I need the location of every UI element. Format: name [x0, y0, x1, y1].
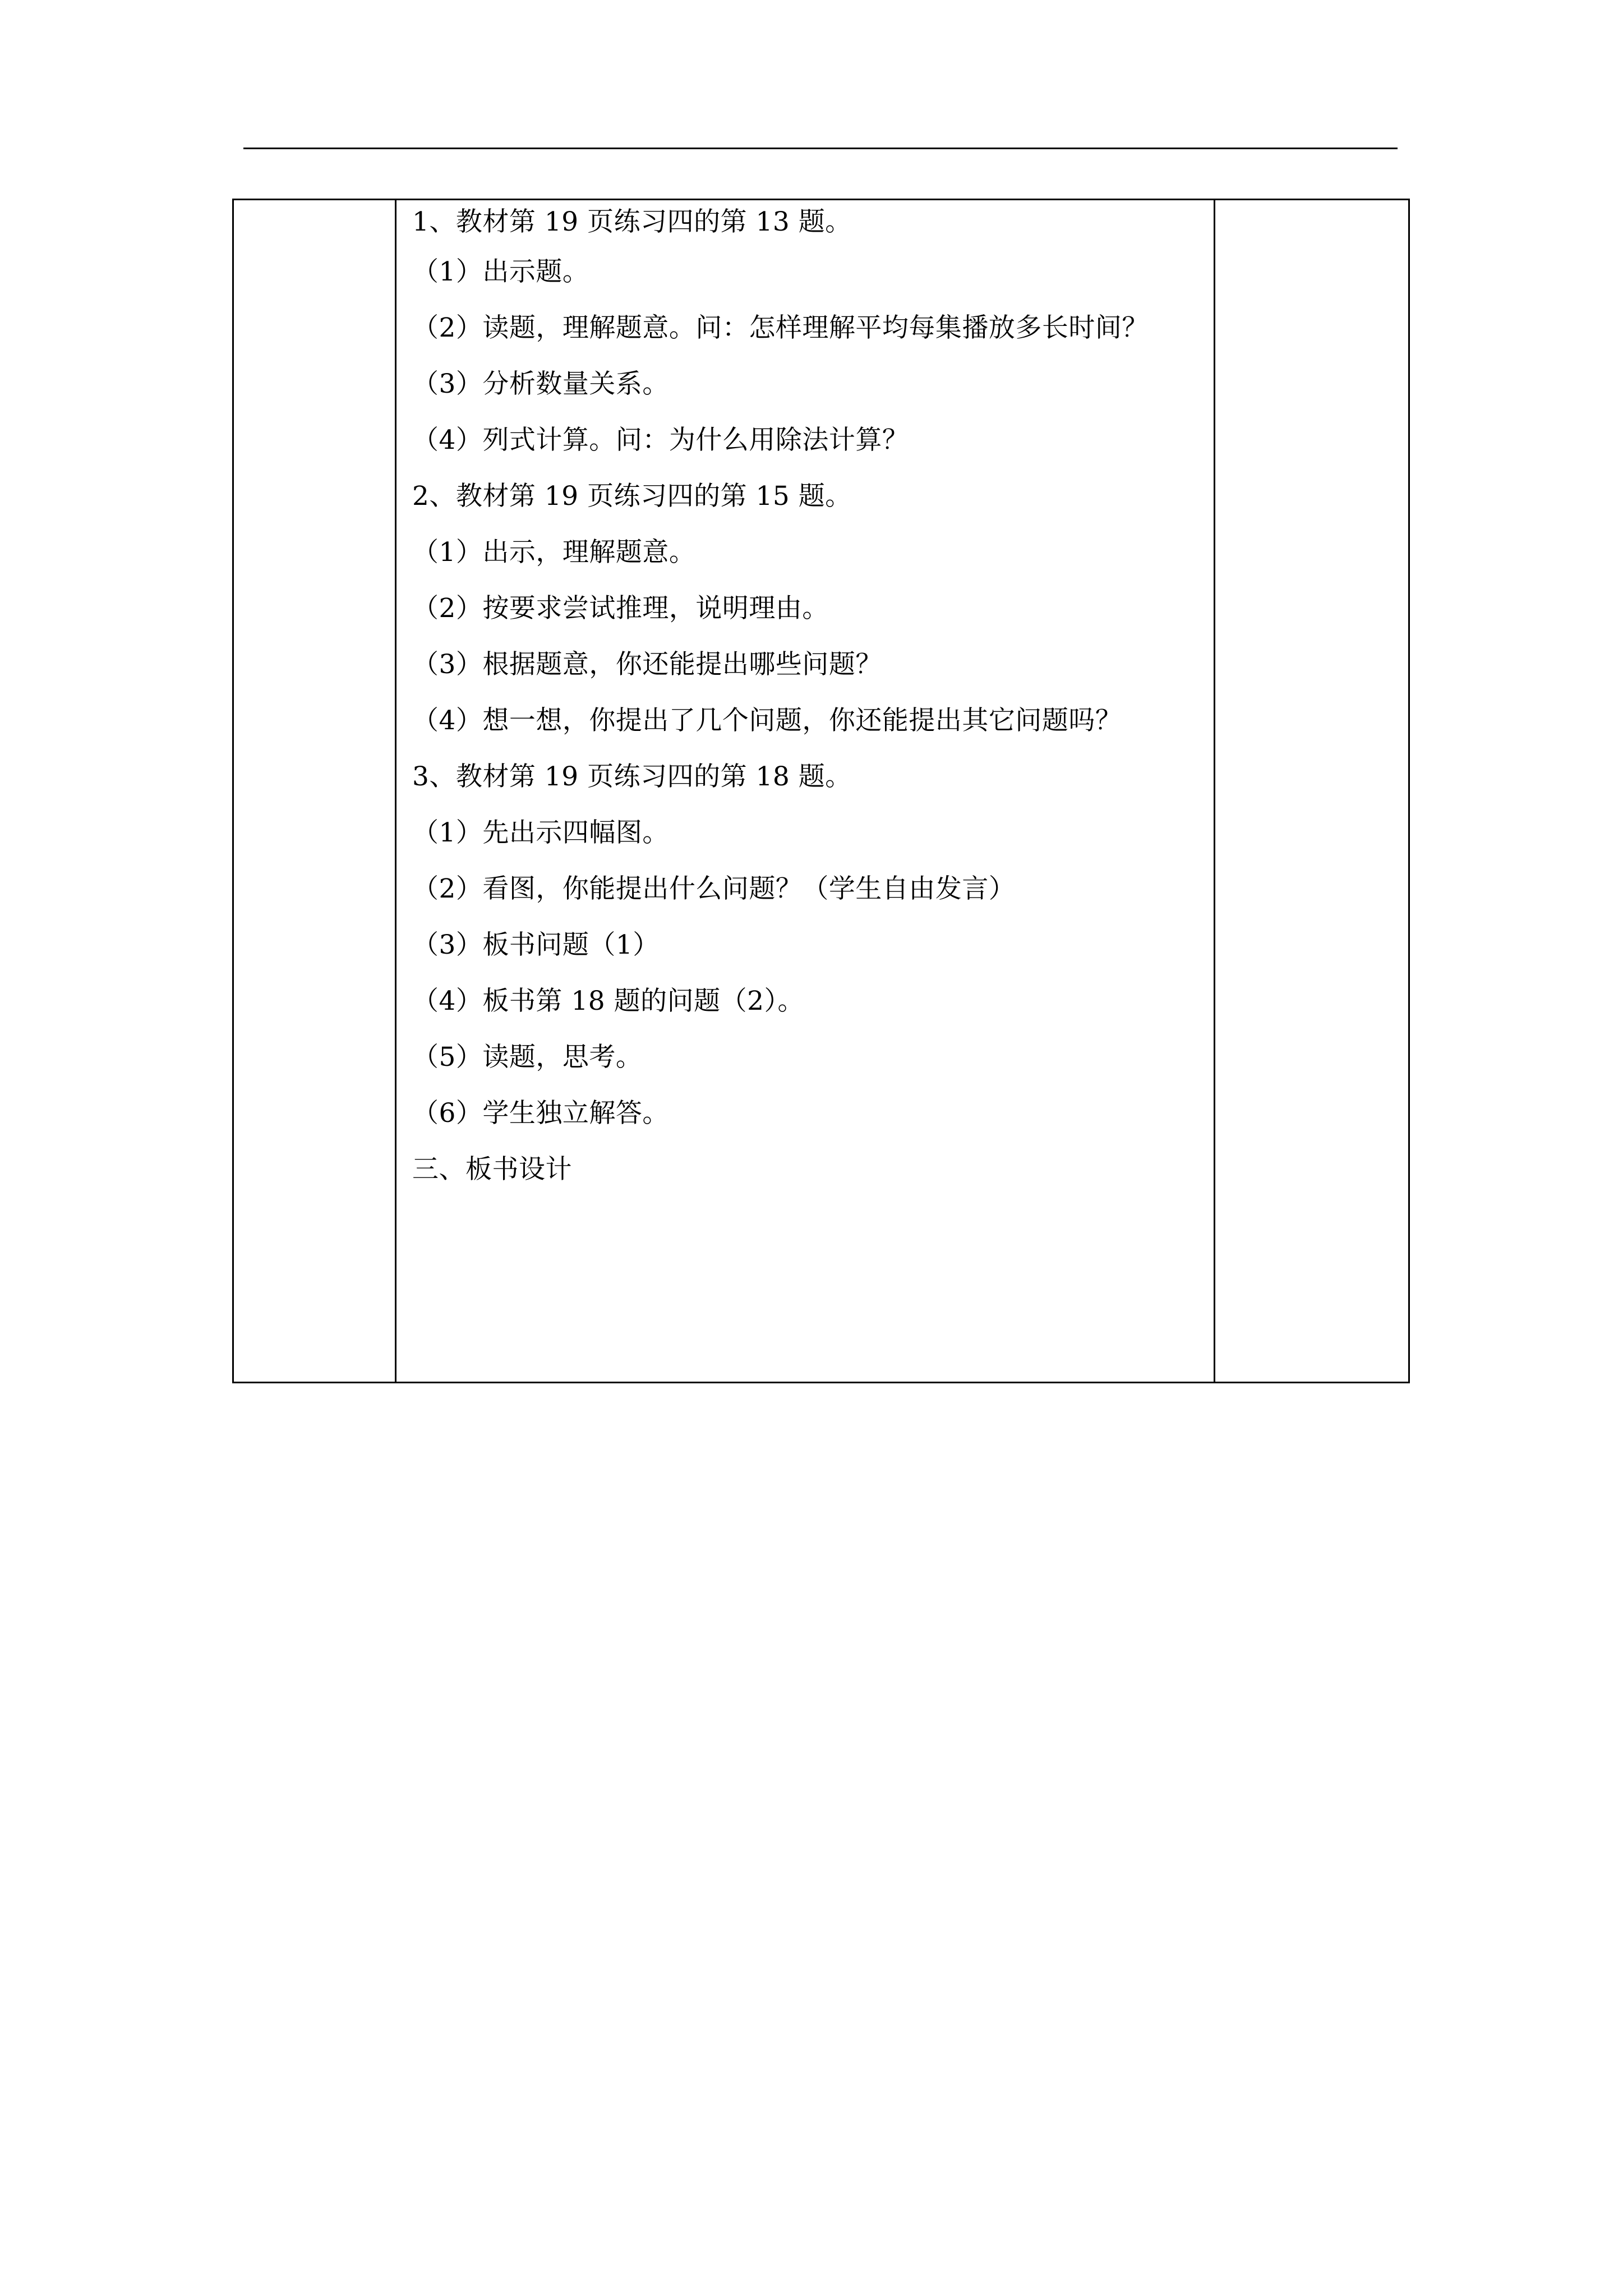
list-item: （4）板书第 18 题的问题（2）。	[412, 986, 804, 1016]
list-item: （3）根据题意，你还能提出哪些问题？	[412, 649, 882, 680]
list-item: （1）先出示四幅图。	[412, 817, 669, 848]
list-item: （5）读题，思考。	[412, 1042, 643, 1073]
list-item: （2）看图，你能提出什么问题？（学生自由发言）	[412, 873, 1016, 904]
content-cell	[396, 200, 1215, 1383]
section-heading-2: 2、教材第 19 页练习四的第 15 题。	[412, 481, 852, 512]
table-row	[233, 200, 1409, 1383]
section-heading-1: 1、教材第 19 页练习四的第 13 题。	[412, 206, 852, 237]
list-item: （1）出示，理解题意。	[412, 537, 696, 568]
list-item: （2）按要求尝试推理，说明理由。	[412, 593, 829, 624]
section-heading-board-design: 三、板书设计	[412, 1154, 572, 1185]
header-rule	[243, 148, 1398, 149]
lesson-plan-table	[232, 199, 1410, 1383]
list-item: （6）学生独立解答。	[412, 1098, 669, 1129]
content-lines	[412, 200, 1202, 1198]
list-item: （4）想一想，你提出了几个问题，你还能提出其它问题吗？	[412, 705, 1122, 736]
list-item: （1）出示题。	[412, 256, 589, 287]
list-item: （4）列式计算。问：为什么用除法计算？	[412, 425, 909, 455]
left-empty-cell	[233, 200, 396, 1383]
section-heading-3: 3、教材第 19 页练习四的第 18 题。	[412, 761, 852, 792]
list-item: （2）读题，理解题意。问：怎样理解平均每集播放多长时间？	[412, 312, 1149, 343]
right-empty-cell	[1215, 200, 1409, 1383]
list-item: （3）分析数量关系。	[412, 369, 669, 399]
list-item: （3）板书问题（1）	[412, 930, 660, 960]
